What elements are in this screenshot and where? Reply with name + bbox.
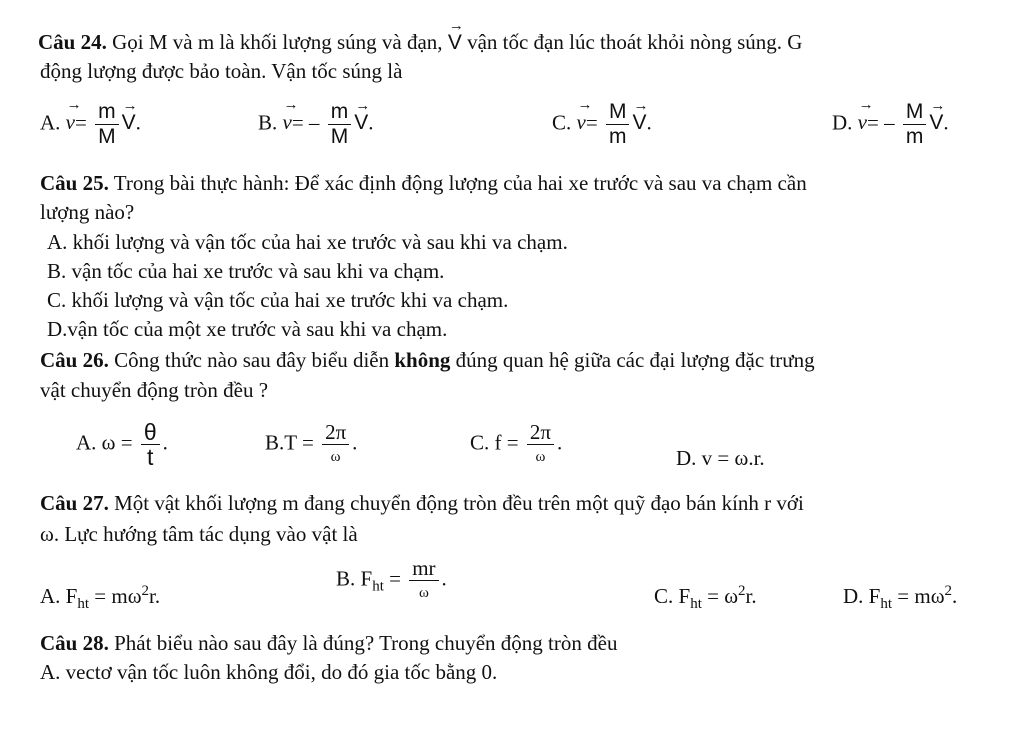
vector-v: → V (929, 110, 943, 136)
force-subscript: ht (880, 596, 893, 613)
option-sign: = – (867, 110, 895, 135)
q27-line1 (40, 490, 804, 516)
option-letter: B. (258, 110, 278, 135)
option-letter: D. (676, 446, 697, 470)
q27-text: Một vật khối lượng m đang chuyển động tròn đều trên một quỹ đạo bán kính r với (108, 491, 804, 515)
q26-label: Câu 26. (40, 348, 109, 372)
option-sign: = (585, 110, 598, 135)
option-end: . (352, 430, 358, 455)
fraction-den: ω (409, 580, 438, 605)
fraction (903, 100, 927, 149)
q25-line2: lượng nào? (40, 200, 135, 224)
option-expr-end: r. (745, 584, 757, 608)
option-lhs: → v (577, 109, 586, 135)
fraction-den: ω (322, 444, 349, 469)
q27-label: Câu 27. (40, 491, 109, 515)
fraction (409, 556, 438, 605)
q24-text2: vận tốc đạn lúc thoát khỏi nòng súng. G (461, 30, 803, 54)
fraction-den: ω (527, 444, 554, 469)
fraction-num: 2π (529, 420, 551, 444)
option-expr: = mω (89, 584, 142, 608)
fraction-num: θ (143, 419, 157, 445)
q24-text1: Gọi M và m là khối lượng súng và đạn, (106, 30, 448, 54)
q24-option-d (832, 100, 949, 149)
q24-line2: động lượng được bảo toàn. Vận tốc súng là (40, 59, 403, 83)
q26-bold-word: không (394, 348, 451, 372)
option-letter: C. (470, 430, 490, 455)
fraction (606, 100, 630, 149)
option-expr: v = ω.r. (701, 446, 765, 470)
q24-label: Câu 24. (38, 30, 107, 54)
q25-option-d: D.vận tốc của một xe trước và sau khi va chạm. (47, 317, 448, 341)
option-end: . (162, 430, 168, 455)
fraction-den: M (328, 124, 352, 149)
q27-option-c (654, 578, 757, 617)
option-expr-end: r. (149, 584, 161, 608)
vector-v: → V (122, 110, 136, 136)
q26-line2: vật chuyển động tròn đều ? (40, 378, 269, 402)
q26-line1 (40, 347, 815, 373)
option-lhs: f = (494, 430, 519, 455)
option-sign: = (75, 110, 87, 135)
fraction-den: m (606, 124, 630, 149)
option-expr-end: . (952, 584, 958, 608)
superscript: 2 (141, 583, 150, 599)
option-lhs: T = (284, 430, 314, 455)
q27-line2: ω. Lực hướng tâm tác dụng vào vật là (40, 522, 358, 546)
fraction-num: 2π (325, 420, 347, 444)
q26-text1: Công thức nào sau đây biểu diễn (108, 348, 395, 372)
q25-option-a: A. khối lượng và vận tốc của hai xe trước và sau khi va chạm. (47, 230, 568, 254)
fraction (141, 420, 160, 469)
fraction-den: M (95, 124, 119, 149)
option-letter: A. (76, 430, 97, 455)
q28-option-a: A. vectơ vận tốc luôn không đổi, do đó gia tốc bằng 0. (40, 660, 498, 684)
option-letter: D. (843, 584, 864, 608)
force-subscript: ht (372, 578, 384, 595)
q26-option-a (76, 420, 168, 469)
superscript: 2 (944, 583, 953, 599)
fraction-den: m (903, 124, 927, 149)
option-letter: A. (40, 110, 61, 135)
q25-label: Câu 25. (40, 171, 109, 195)
option-lhs: → v (283, 109, 292, 135)
option-letter: A. (40, 584, 61, 608)
option-letter: B. (265, 430, 285, 455)
q24-option-b (258, 100, 373, 149)
option-letter: C. (552, 110, 572, 135)
option-lhs: ω = (101, 430, 133, 455)
fraction (527, 420, 554, 469)
fraction-den: t (141, 444, 160, 469)
q25-option-b: B. vận tốc của hai xe trước và sau khi va chạm. (47, 259, 445, 283)
option-expr: = (383, 566, 407, 591)
vector-v: → V (632, 110, 646, 136)
q24-velocity-vector: → V (448, 30, 462, 56)
force-subscript: ht (690, 596, 702, 613)
option-letter: C. (654, 584, 674, 608)
fraction-num: mr (412, 556, 436, 580)
q25-line1 (40, 170, 807, 196)
option-end: . (368, 110, 374, 135)
option-letter: D. (832, 110, 853, 135)
vector-v: → V (354, 110, 368, 136)
force-symbol: F (678, 584, 691, 608)
q25-option-c: C. khối lượng và vận tốc của hai xe trước khi va chạm. (47, 288, 509, 312)
fraction-num: m (330, 100, 349, 123)
q24-option-c (552, 100, 652, 149)
q24-option-a (40, 100, 141, 149)
fraction-num: m (98, 100, 116, 123)
q27-option-d (843, 578, 957, 617)
fraction (95, 100, 119, 149)
option-end: . (135, 110, 141, 135)
force-subscript: ht (77, 596, 90, 613)
force-symbol: F (360, 566, 373, 591)
q26-option-d (676, 445, 765, 471)
option-expr: = mω (892, 584, 945, 608)
option-end: . (943, 110, 949, 135)
option-sign: = – (291, 110, 320, 135)
fraction-num: M (608, 100, 627, 123)
q28-label: Câu 28. (40, 631, 109, 655)
q26-text2: đúng quan hệ giữa các đại lượng đặc trưng (450, 348, 815, 372)
fraction-num: M (905, 100, 924, 123)
force-symbol: F (65, 584, 78, 608)
fraction (328, 100, 352, 149)
q25-text: Trong bài thực hành: Để xác định động lượng của hai xe trước và sau va chạm cần (108, 171, 807, 195)
q26-option-c (470, 420, 562, 469)
superscript: 2 (738, 583, 746, 599)
option-expr: = ω (701, 584, 739, 608)
option-lhs: → v (858, 109, 867, 135)
q27-option-b (336, 556, 447, 605)
q26-option-b (265, 420, 357, 469)
option-lhs: → v (66, 109, 75, 135)
q28-text: Phát biểu nào sau đây là đúng? Trong chuyển động tròn đều (108, 631, 618, 655)
option-end: . (556, 430, 563, 455)
option-end: . (441, 566, 447, 591)
option-letter: B. (336, 566, 356, 591)
q24-line1 (38, 29, 802, 56)
fraction (322, 420, 349, 469)
q27-option-a (40, 578, 160, 617)
force-symbol: F (868, 584, 881, 608)
option-end: . (646, 110, 652, 135)
q28-line1 (40, 630, 617, 656)
